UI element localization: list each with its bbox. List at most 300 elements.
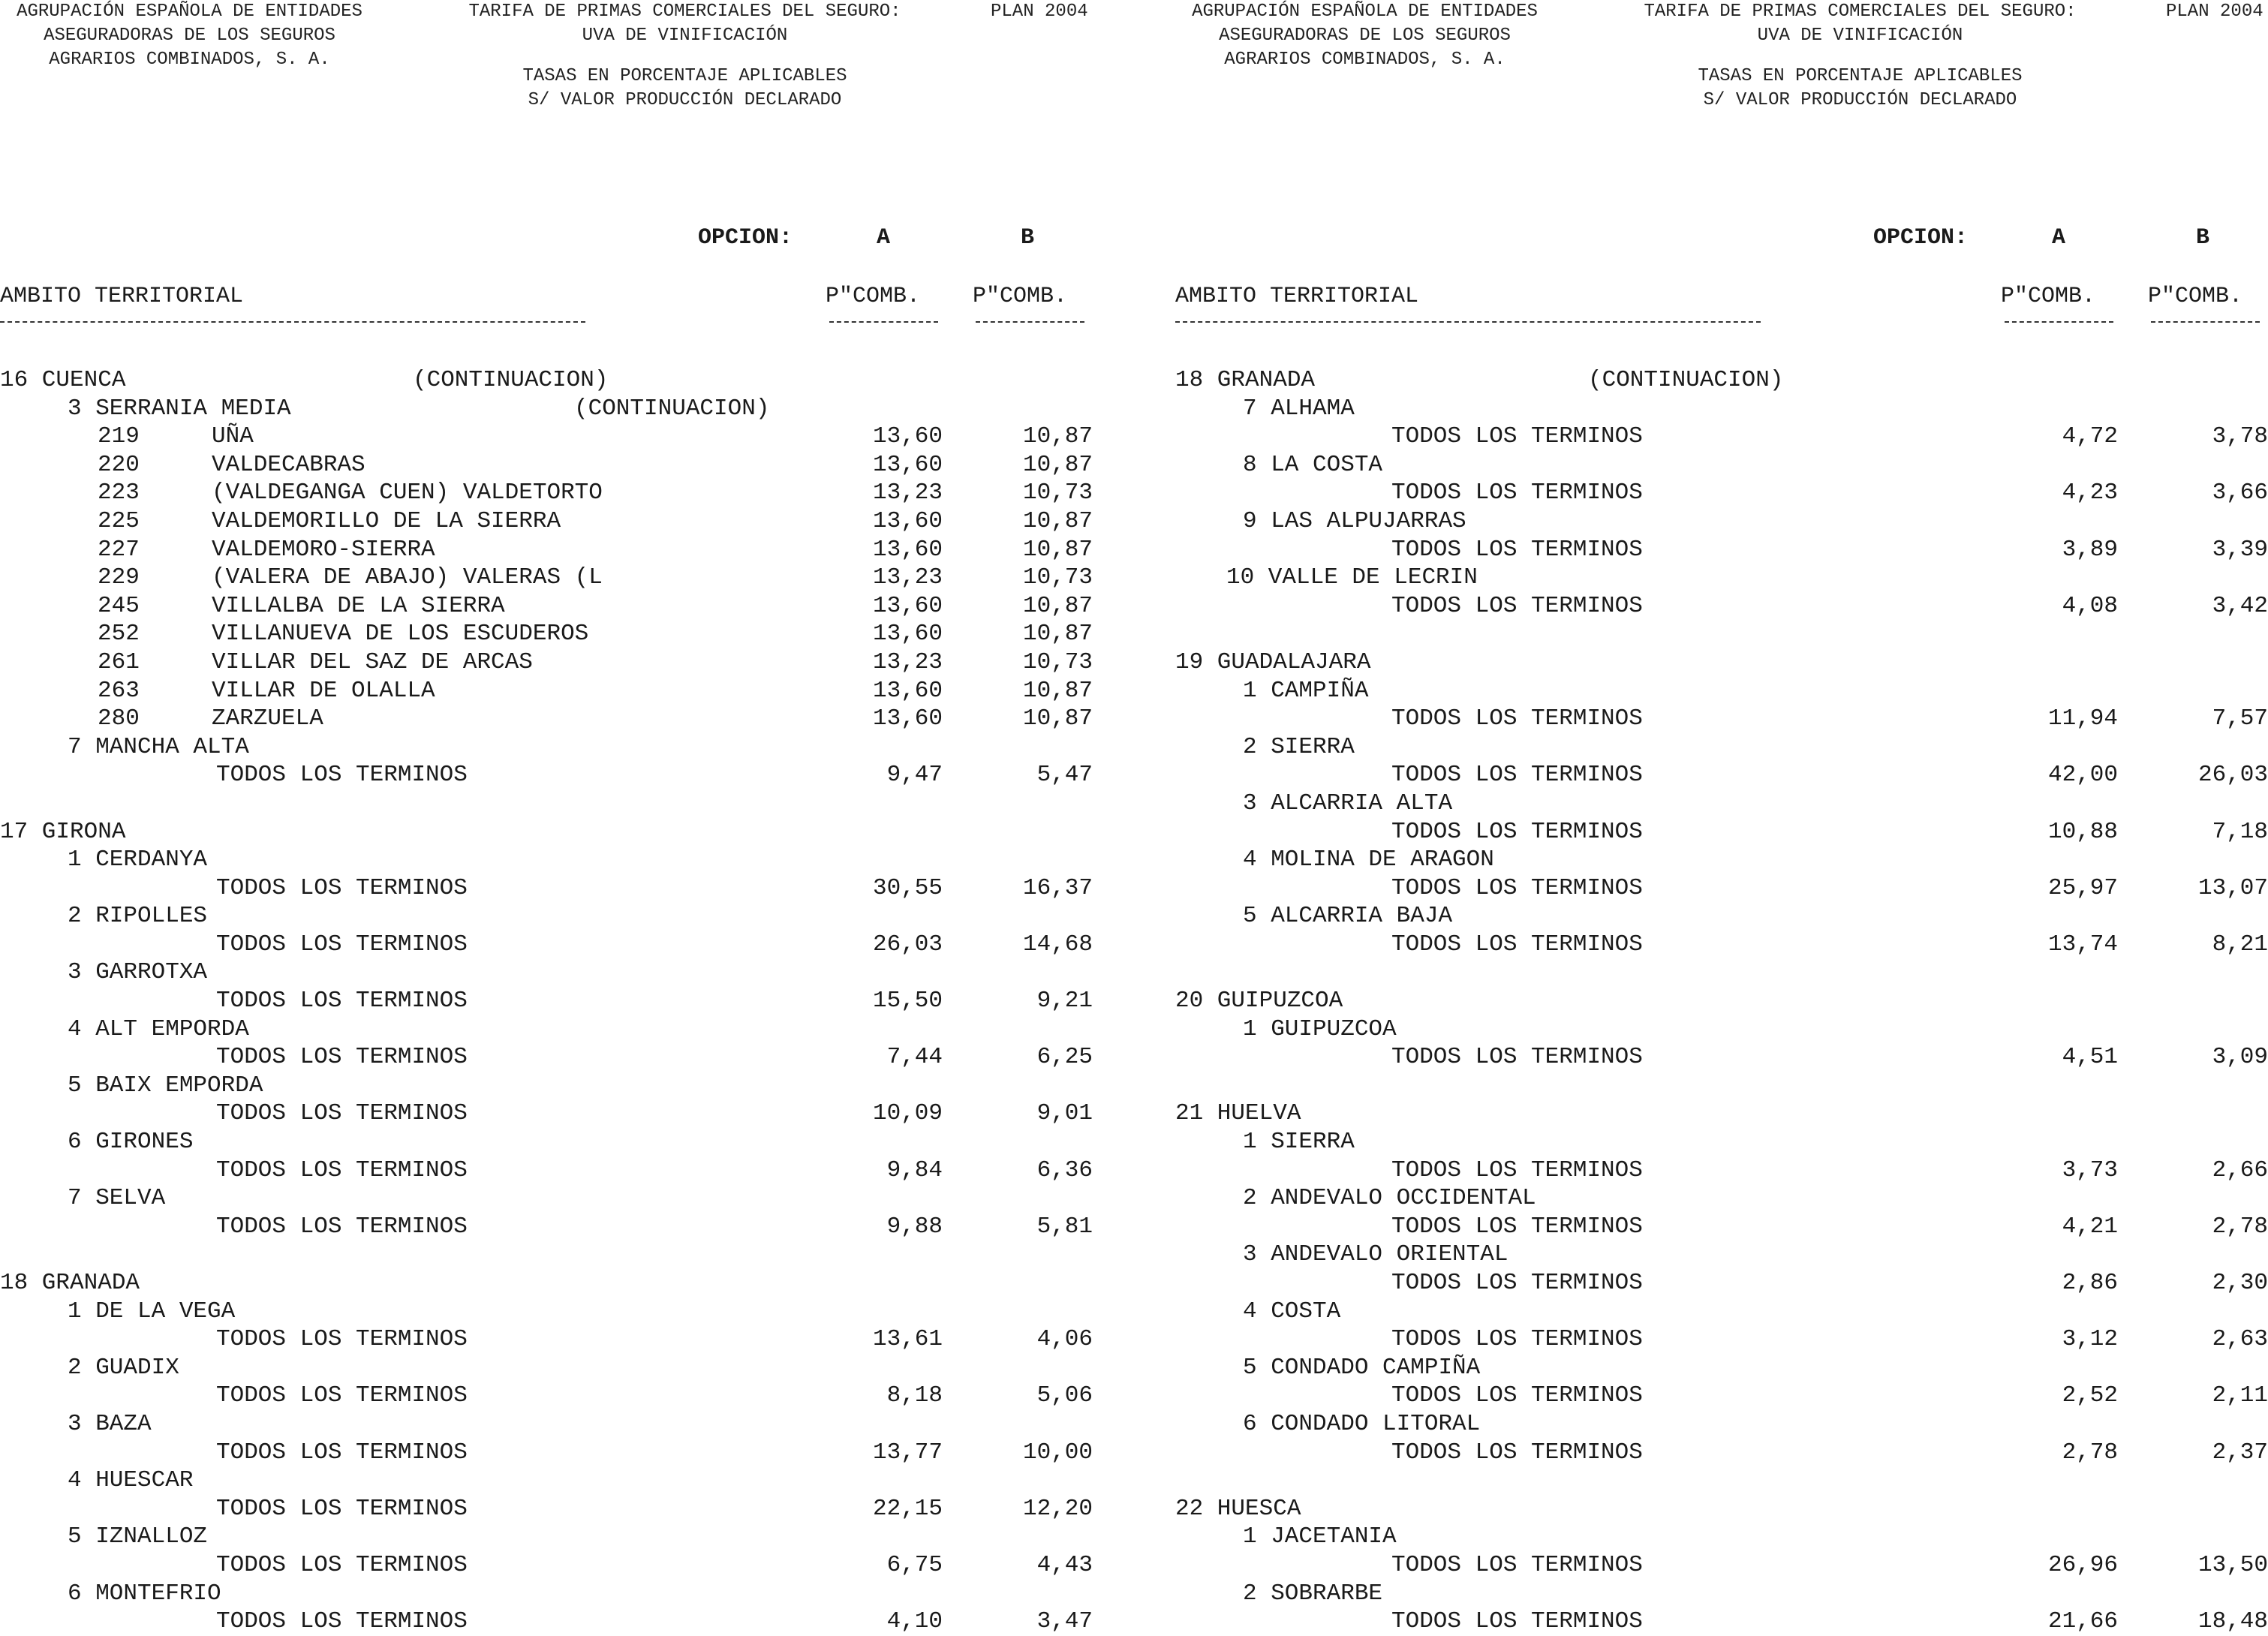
rate-option-b: 7,57 (2212, 705, 2268, 732)
comarca-row (1175, 1354, 2268, 1382)
rate-option-a: 26,03 (872, 931, 943, 958)
all-terms-label: TODOS LOS TERMINOS (1391, 1608, 1643, 1635)
comarca-name: 9 LAS ALPUJARRAS (1243, 507, 1466, 534)
comarca-row (0, 1580, 1134, 1608)
municipality-row (0, 648, 1134, 677)
comarca-name: 4 ALT EMPORDA (68, 1015, 249, 1042)
comarca-row (1175, 677, 2268, 705)
municipality-code: 223 (98, 480, 140, 507)
all-terms-label: TODOS LOS TERMINOS (1391, 1382, 1643, 1409)
column-header-pcomb-b: P"COMB. (2148, 284, 2243, 309)
rate-option-b: 13,50 (2197, 1551, 2268, 1578)
spacer-row (1175, 620, 2268, 648)
all-terms-row (1175, 592, 2268, 621)
all-terms-row (1175, 1269, 2268, 1298)
rate-option-b: 3,09 (2212, 1044, 2268, 1071)
all-terms-label: TODOS LOS TERMINOS (1391, 1213, 1643, 1240)
all-terms-row (1175, 536, 2268, 564)
comarca-row (1175, 564, 2268, 592)
comarca-row (0, 1184, 1134, 1213)
all-terms-row (1175, 705, 2268, 733)
all-terms-row (0, 1607, 1134, 1636)
all-terms-row (0, 1156, 1134, 1185)
comarca-name: 6 GIRONES (68, 1129, 194, 1156)
municipality-code: 227 (98, 536, 140, 563)
rate-option-a: 3,12 (2062, 1326, 2118, 1353)
municipality-name: (VALERA DE ABAJO) VALERAS (L (212, 564, 603, 591)
rate-option-a: 13,61 (872, 1326, 943, 1353)
tariff-title: TARIFA DE PRIMAS COMERCIALES DEL SEGURO: UVA DE VINIFICACIÓN (468, 2, 901, 46)
all-terms-label: TODOS LOS TERMINOS (1391, 874, 1643, 901)
comarca-name: 5 CONDADO CAMPIÑA (1243, 1354, 1481, 1381)
comarca-name: 5 IZNALLOZ (68, 1523, 208, 1550)
comarca-row (0, 1015, 1134, 1044)
municipality-code: 252 (98, 621, 140, 648)
rate-option-a: 13,23 (872, 480, 943, 507)
rate-option-a: 25,97 (2047, 874, 2118, 901)
spacer-row (1175, 1072, 2268, 1100)
all-terms-row (0, 1099, 1134, 1128)
rate-option-b: 10,87 (1022, 451, 1093, 478)
comarca-name: 2 ANDEVALO OCCIDENTAL (1243, 1185, 1536, 1212)
comarca-name: 8 LA COSTA (1243, 451, 1383, 478)
municipality-row (0, 507, 1134, 536)
municipality-name: VALDEMORILLO DE LA SIERRA (212, 507, 561, 534)
comarca-row (0, 958, 1134, 987)
rate-option-b: 10,73 (1022, 648, 1093, 675)
comarca-row (1175, 1580, 2268, 1608)
rate-option-a: 7,44 (886, 1044, 943, 1071)
rate-option-a: 6,75 (886, 1551, 943, 1578)
rate-option-b: 10,73 (1022, 480, 1093, 507)
comarca-name: 1 DE LA VEGA (68, 1298, 236, 1325)
rate-option-a: 13,60 (872, 451, 943, 478)
all-terms-label: TODOS LOS TERMINOS (1391, 1270, 1643, 1296)
all-terms-label: TODOS LOS TERMINOS (1391, 1551, 1643, 1578)
municipality-code: 263 (98, 677, 140, 704)
municipality-code: 220 (98, 451, 140, 478)
province-row (1175, 1099, 2268, 1128)
column-rule (2151, 321, 2260, 323)
rate-option-b: 5,06 (1036, 1382, 1093, 1409)
rate-option-a: 3,89 (2062, 536, 2118, 563)
all-terms-row (1175, 818, 2268, 847)
comarca-row (0, 1466, 1134, 1495)
plan-label: PLAN 2004 (2166, 2, 2263, 22)
column-header-pcomb-a: P"COMB. (826, 284, 921, 309)
all-terms-row (1175, 931, 2268, 959)
comarca-name: 5 ALCARRIA BAJA (1243, 903, 1453, 930)
all-terms-row (1175, 1213, 2268, 1241)
rate-option-a: 4,51 (2062, 1044, 2118, 1071)
all-terms-label: TODOS LOS TERMINOS (216, 1100, 468, 1127)
all-terms-label: TODOS LOS TERMINOS (216, 931, 468, 958)
rates-subtitle: TASAS EN PORCENTAJE APLICABLES S/ VALOR PRODUCCIÓN DECLARADO (1698, 66, 2023, 110)
rate-option-b: 5,81 (1036, 1213, 1093, 1240)
all-terms-label: TODOS LOS TERMINOS (1391, 1044, 1643, 1071)
rate-option-b: 2,78 (2212, 1213, 2268, 1240)
municipality-code: 261 (98, 648, 140, 675)
comarca-name: 5 BAIX EMPORDA (68, 1072, 263, 1099)
comarca-name: 3 GARROTXA (68, 959, 208, 986)
rate-option-a: 10,88 (2047, 818, 2118, 845)
all-terms-row (0, 1382, 1134, 1410)
comarca-name: 1 CERDANYA (68, 847, 208, 874)
all-terms-label: TODOS LOS TERMINOS (216, 1608, 468, 1635)
spacer-row (1175, 1466, 2268, 1495)
municipality-row (0, 536, 1134, 564)
tariff-page-right (1175, 0, 2268, 1635)
all-terms-row (0, 1213, 1134, 1241)
rate-option-b: 10,87 (1022, 677, 1093, 704)
comarca-row (1175, 1241, 2268, 1269)
comarca-row (1175, 1184, 2268, 1213)
comarca-name: 6 MONTEFRIO (68, 1580, 221, 1607)
rate-option-b: 10,87 (1022, 705, 1093, 732)
all-terms-label: TODOS LOS TERMINOS (1391, 423, 1643, 450)
province-name: 22 HUESCA (1175, 1495, 1301, 1522)
all-terms-row (1175, 874, 2268, 903)
tariff-page-left (0, 0, 1134, 1635)
comarca-name: 3 ALCARRIA ALTA (1243, 789, 1453, 816)
comarca-row (1175, 1410, 2268, 1439)
rate-option-b: 6,36 (1036, 1156, 1093, 1183)
comarca-row (1175, 1128, 2268, 1156)
rate-option-b: 10,87 (1022, 621, 1093, 648)
rate-option-a: 13,23 (872, 648, 943, 675)
all-terms-row (0, 1325, 1134, 1354)
province-name: 17 GIRONA (0, 818, 126, 845)
province-row (0, 366, 1134, 395)
rate-option-a: 2,78 (2062, 1439, 2118, 1466)
continuation-label: (CONTINUACION) (413, 367, 609, 393)
province-name: 19 GUADALAJARA (1175, 648, 1371, 675)
comarca-name: 4 MOLINA DE ARAGON (1243, 847, 1494, 874)
rate-option-b: 14,68 (1022, 931, 1093, 958)
rate-option-b: 10,87 (1022, 536, 1093, 563)
all-terms-label: TODOS LOS TERMINOS (1391, 1326, 1643, 1353)
rate-option-a: 3,73 (2062, 1156, 2118, 1183)
province-row (1175, 366, 2268, 395)
rate-option-b: 26,03 (2197, 762, 2268, 789)
municipality-name: VILLANUEVA DE LOS ESCUDEROS (212, 621, 589, 648)
all-terms-label: TODOS LOS TERMINOS (1391, 1439, 1643, 1466)
comarca-row (0, 1298, 1134, 1326)
rate-option-b: 2,63 (2212, 1326, 2268, 1353)
province-row (0, 818, 1134, 847)
comarca-row (0, 902, 1134, 931)
tariff-rows (0, 366, 1134, 1636)
comarca-row (1175, 1298, 2268, 1326)
all-terms-label: TODOS LOS TERMINOS (216, 1495, 468, 1522)
municipality-name: VILLAR DE OLALLA (212, 677, 435, 704)
rate-option-a: 4,08 (2062, 592, 2118, 619)
rate-option-a: 13,60 (872, 621, 943, 648)
comarca-row (1175, 451, 2268, 480)
rate-option-a: 13,60 (872, 423, 943, 450)
comarca-row (1175, 507, 2268, 536)
comarca-name: 3 ANDEVALO ORIENTAL (1243, 1241, 1508, 1268)
comarca-name: 1 CAMPIÑA (1243, 677, 1369, 704)
rate-option-b: 2,11 (2212, 1382, 2268, 1409)
all-terms-label: TODOS LOS TERMINOS (1391, 818, 1643, 845)
all-terms-label: TODOS LOS TERMINOS (1391, 762, 1643, 789)
all-terms-label: TODOS LOS TERMINOS (1391, 592, 1643, 619)
comarca-row (0, 1410, 1134, 1439)
opcion-b-label: B (2196, 225, 2210, 251)
rate-option-a: 4,10 (886, 1608, 943, 1635)
plan-label: PLAN 2004 (991, 2, 1088, 22)
all-terms-label: TODOS LOS TERMINOS (216, 988, 468, 1015)
all-terms-row (1175, 1607, 2268, 1636)
all-terms-row (1175, 423, 2268, 451)
all-terms-label: TODOS LOS TERMINOS (216, 1326, 468, 1353)
comarca-name: 7 SELVA (68, 1185, 166, 1212)
rate-option-a: 26,96 (2047, 1551, 2118, 1578)
all-terms-label: TODOS LOS TERMINOS (216, 1213, 468, 1240)
all-terms-row (0, 987, 1134, 1015)
column-rule (829, 321, 938, 323)
rate-option-a: 13,77 (872, 1439, 943, 1466)
municipality-name: VILLALBA DE LA SIERRA (212, 592, 505, 619)
continuation-label: (CONTINUACION) (574, 395, 770, 422)
municipality-row (0, 423, 1134, 451)
rate-option-a: 8,18 (886, 1382, 943, 1409)
column-header-pcomb-a: P"COMB. (2001, 284, 2096, 309)
rate-option-b: 10,00 (1022, 1439, 1093, 1466)
municipality-row (0, 592, 1134, 621)
province-name: 20 GUIPUZCOA (1175, 988, 1343, 1015)
rate-option-b: 3,78 (2212, 423, 2268, 450)
rate-option-b: 3,47 (1036, 1608, 1093, 1635)
rate-option-b: 2,66 (2212, 1156, 2268, 1183)
comarca-name: 1 GUIPUZCOA (1243, 1015, 1397, 1042)
comarca-name: 4 HUESCAR (68, 1467, 194, 1494)
rate-option-b: 16,37 (1022, 874, 1093, 901)
all-terms-label: TODOS LOS TERMINOS (216, 1382, 468, 1409)
opcion-b-label: B (1021, 225, 1035, 251)
comarca-name: 2 GUADIX (68, 1354, 179, 1381)
comarca-row (1175, 846, 2268, 874)
rate-option-a: 13,74 (2047, 931, 2118, 958)
all-terms-label: TODOS LOS TERMINOS (216, 1439, 468, 1466)
rate-option-b: 3,39 (2212, 536, 2268, 563)
comarca-name: 3 SERRANIA MEDIA (68, 395, 291, 422)
rate-option-b: 3,42 (2212, 592, 2268, 619)
rate-option-a: 21,66 (2047, 1608, 2118, 1635)
all-terms-row (0, 874, 1134, 903)
all-terms-row (0, 1495, 1134, 1523)
all-terms-label: TODOS LOS TERMINOS (1391, 480, 1643, 507)
rate-option-a: 11,94 (2047, 705, 2118, 732)
rate-option-a: 10,09 (872, 1100, 943, 1127)
opcion-label: OPCION: (698, 225, 793, 251)
opcion-a-label: A (877, 225, 891, 251)
all-terms-row (1175, 1439, 2268, 1467)
comarca-name: 2 RIPOLLES (68, 903, 208, 930)
spacer-row (0, 1241, 1134, 1269)
municipality-row (0, 479, 1134, 507)
rate-option-b: 13,07 (2197, 874, 2268, 901)
comarca-row (0, 1523, 1134, 1551)
all-terms-label: TODOS LOS TERMINOS (216, 1156, 468, 1183)
municipality-code: 219 (98, 423, 140, 450)
all-terms-label: TODOS LOS TERMINOS (1391, 536, 1643, 563)
province-name: 18 GRANADA (0, 1270, 140, 1296)
continuation-label: (CONTINUACION) (1588, 367, 1784, 393)
rate-option-a: 22,15 (872, 1495, 943, 1522)
municipality-row (0, 677, 1134, 705)
rate-option-b: 12,20 (1022, 1495, 1093, 1522)
all-terms-row (1175, 1325, 2268, 1354)
tariff-title: TARIFA DE PRIMAS COMERCIALES DEL SEGURO: UVA DE VINIFICACIÓN (1644, 2, 2077, 46)
rate-option-a: 9,88 (886, 1213, 943, 1240)
all-terms-label: TODOS LOS TERMINOS (216, 762, 468, 789)
rate-option-b: 2,30 (2212, 1270, 2268, 1296)
comarca-name: 2 SIERRA (1243, 733, 1355, 760)
rate-option-b: 10,87 (1022, 507, 1093, 534)
municipality-code: 245 (98, 592, 140, 619)
column-header-ambito: AMBITO TERRITORIAL (1175, 284, 1419, 309)
comarca-row (0, 846, 1134, 874)
rates-subtitle: TASAS EN PORCENTAJE APLICABLES S/ VALOR PRODUCCIÓN DECLARADO (522, 66, 847, 110)
comarca-row (1175, 1015, 2268, 1044)
comarca-name: 1 SIERRA (1243, 1129, 1355, 1156)
rate-option-b: 6,25 (1036, 1044, 1093, 1071)
rate-option-a: 15,50 (872, 988, 943, 1015)
all-terms-row (0, 1043, 1134, 1072)
comarca-row (1175, 1523, 2268, 1551)
comarca-row (0, 1128, 1134, 1156)
all-terms-row (0, 761, 1134, 789)
all-terms-label: TODOS LOS TERMINOS (216, 1551, 468, 1578)
rate-option-b: 9,21 (1036, 988, 1093, 1015)
municipality-name: VALDEMORO-SIERRA (212, 536, 435, 563)
all-terms-label: TODOS LOS TERMINOS (216, 874, 468, 901)
column-rule (976, 321, 1084, 323)
rate-option-b: 3,66 (2212, 480, 2268, 507)
municipality-code: 229 (98, 564, 140, 591)
column-rule (2005, 321, 2113, 323)
comarca-row (0, 1354, 1134, 1382)
column-rule (0, 321, 585, 323)
rate-option-a: 4,23 (2062, 480, 2118, 507)
comarca-name: 3 BAZA (68, 1410, 152, 1437)
municipality-code: 280 (98, 705, 140, 732)
all-terms-label: TODOS LOS TERMINOS (1391, 705, 1643, 732)
comarca-name: 7 ALHAMA (1243, 395, 1355, 422)
column-header-pcomb-b: P"COMB. (973, 284, 1068, 309)
rate-option-a: 13,60 (872, 507, 943, 534)
comarca-row (1175, 395, 2268, 423)
comarca-row (1175, 789, 2268, 818)
rate-option-a: 13,60 (872, 705, 943, 732)
rate-option-b: 2,37 (2212, 1439, 2268, 1466)
rate-option-b: 10,73 (1022, 564, 1093, 591)
rate-option-a: 2,86 (2062, 1270, 2118, 1296)
all-terms-row (1175, 479, 2268, 507)
rate-option-b: 9,01 (1036, 1100, 1093, 1127)
rate-option-a: 13,60 (872, 677, 943, 704)
rate-option-a: 30,55 (872, 874, 943, 901)
spacer-row (1175, 958, 2268, 987)
all-terms-row (1175, 761, 2268, 789)
rate-option-b: 10,87 (1022, 592, 1093, 619)
comarca-name: 7 MANCHA ALTA (68, 733, 249, 760)
comarca-row (0, 733, 1134, 762)
rate-option-a: 4,72 (2062, 423, 2118, 450)
comarca-name: 10 VALLE DE LECRIN (1226, 564, 1478, 591)
all-terms-row (0, 1439, 1134, 1467)
province-name: 16 CUENCA (0, 367, 126, 393)
municipality-name: VALDECABRAS (212, 451, 365, 478)
comarca-row (1175, 902, 2268, 931)
rate-option-a: 42,00 (2047, 762, 2118, 789)
spacer-row (0, 789, 1134, 818)
all-terms-row (0, 1551, 1134, 1580)
province-name: 18 GRANADA (1175, 367, 1316, 393)
municipality-name: (VALDEGANGA CUEN) VALDETORTO (212, 480, 603, 507)
province-row (1175, 648, 2268, 677)
rate-option-b: 8,21 (2212, 931, 2268, 958)
province-row (1175, 1495, 2268, 1523)
comarca-name: 1 JACETANIA (1243, 1523, 1397, 1550)
opcion-a-label: A (2052, 225, 2066, 251)
municipality-name: VILLAR DEL SAZ DE ARCAS (212, 648, 533, 675)
all-terms-row (1175, 1156, 2268, 1185)
province-row (0, 1269, 1134, 1298)
rate-option-b: 10,87 (1022, 423, 1093, 450)
rate-option-b: 5,47 (1036, 762, 1093, 789)
rate-option-a: 9,84 (886, 1156, 943, 1183)
rate-option-b: 4,43 (1036, 1551, 1093, 1578)
municipality-row (0, 564, 1134, 592)
comarca-name: 4 COSTA (1243, 1298, 1341, 1325)
rate-option-a: 13,23 (872, 564, 943, 591)
column-header-ambito: AMBITO TERRITORIAL (0, 284, 244, 309)
province-name: 21 HUELVA (1175, 1100, 1301, 1127)
comarca-row (0, 1072, 1134, 1100)
municipality-row (0, 620, 1134, 648)
organization-header: AGRUPACIÓN ESPAÑOLA DE ENTIDADES ASEGURADORAS DE LOS SEGUROS AGRARIOS COMBINADOS, S. A. (17, 2, 362, 70)
rate-option-b: 18,48 (2197, 1608, 2268, 1635)
rate-option-a: 4,21 (2062, 1213, 2118, 1240)
rate-option-a: 9,47 (886, 762, 943, 789)
comarca-name: 6 CONDADO LITORAL (1243, 1410, 1481, 1437)
all-terms-label: TODOS LOS TERMINOS (1391, 1156, 1643, 1183)
rate-option-b: 7,18 (2212, 818, 2268, 845)
rate-option-a: 2,52 (2062, 1382, 2118, 1409)
all-terms-row (1175, 1043, 2268, 1072)
rate-option-a: 13,60 (872, 536, 943, 563)
comarca-name: 2 SOBRARBE (1243, 1580, 1383, 1607)
municipality-code: 225 (98, 507, 140, 534)
comarca-row (1175, 733, 2268, 762)
all-terms-row (1175, 1382, 2268, 1410)
all-terms-label: TODOS LOS TERMINOS (1391, 931, 1643, 958)
municipality-row (0, 705, 1134, 733)
comarca-row (0, 395, 1134, 423)
all-terms-row (0, 931, 1134, 959)
rate-option-b: 4,06 (1036, 1326, 1093, 1353)
rate-option-a: 13,60 (872, 592, 943, 619)
all-terms-label: TODOS LOS TERMINOS (216, 1044, 468, 1071)
tariff-rows (1175, 366, 2268, 1636)
province-row (1175, 987, 2268, 1015)
organization-header: AGRUPACIÓN ESPAÑOLA DE ENTIDADES ASEGURADORAS DE LOS SEGUROS AGRARIOS COMBINADOS, S. A. (1192, 2, 1538, 70)
municipality-row (0, 451, 1134, 480)
municipality-name: UÑA (212, 423, 254, 450)
